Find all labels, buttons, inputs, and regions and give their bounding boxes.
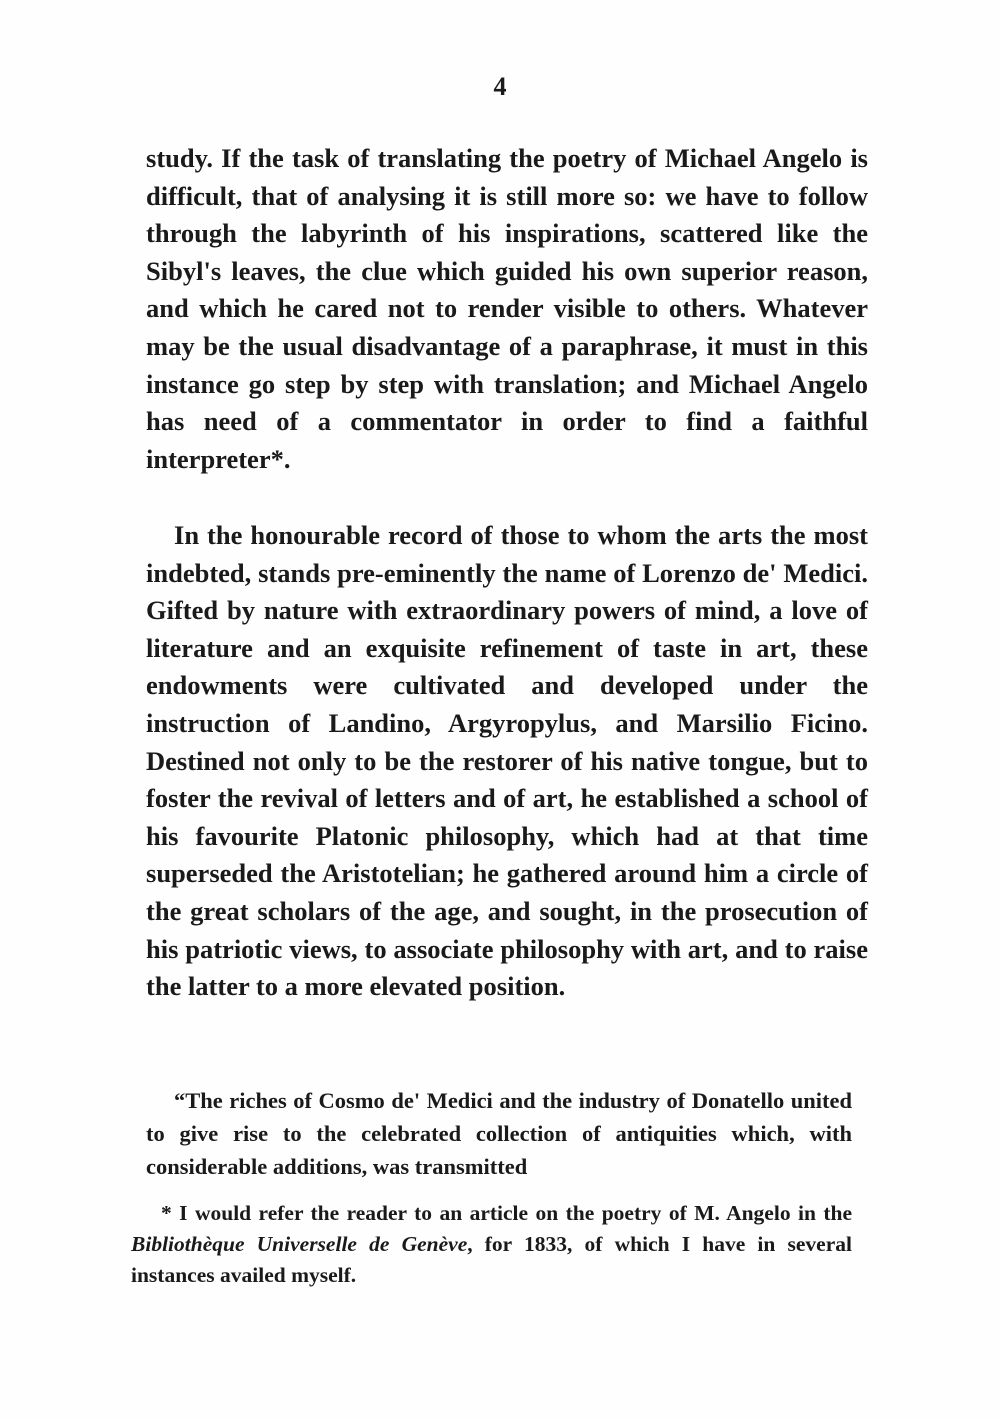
paragraph-1-text: study. If the task of translating the poetry of Michael Angelo is difficult, that of analysing it is still more so: we have to follow through the labyrinth of his inspirations, scattered like the Sibyl's leaves, the clue which guided his own superior reason, and which he cared not to render visible to others. Whatever may be the usual disadvantage of a paraphrase, it must in this instance go step by step with translation; and Michael Angelo has need of a commentator in order to find a faithful interpreter*. [146, 143, 868, 474]
quotation-paragraph: “The riches of Cosmo de' Medici and the industry of Donatello united to give rise to the celebrated collection of antiquities which, with considerable additions, was transmitted [146, 1088, 852, 1179]
footnote [131, 1198, 852, 1291]
paragraph-1 [146, 140, 868, 478]
footnote-text-after: , for 1833, of which I have in several instances availed myself. [131, 1232, 852, 1287]
footnote-journal-title: Bibliothèque Universelle de Genève [131, 1232, 468, 1256]
paragraph-2-text: In the honourable record of those to whom the arts the most indebted, stands pre-eminently the name of Lorenzo de' Medici. Gifted by nature with extraordinary powers of mind, a love of literature and an exquisite refinement of taste in art, these endowments were cultivated and developed under the instruction of Landino, Argyropylus, and Marsilio Ficino. Destined not only to be the restorer of his native tongue, but to foster the revival of letters and of art, he established a school of his favourite Platonic philosophy, which had at that time superseded the Aristotelian; he gathered around him a circle of the great scholars of the age, and sought, in the prosecution of his patriotic views, to associate philosophy with art, and to raise the latter to a more elevated position. [146, 520, 868, 1002]
page-number: 4 [493, 72, 507, 101]
paragraph-2 [146, 517, 868, 1006]
footnote-text-before: * I would refer the reader to an article on the poetry of M. Angelo in the [161, 1201, 852, 1225]
